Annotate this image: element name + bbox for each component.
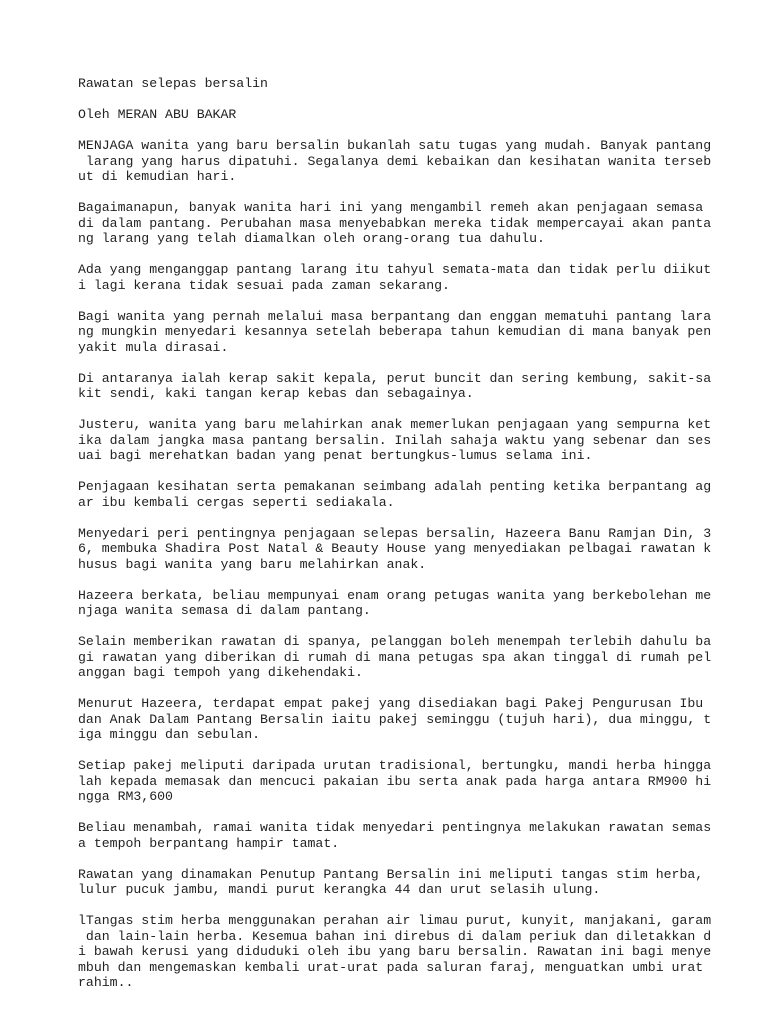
text-line: di dalam pantang. Perubahan masa menyebabkan mereka tidak mempercayai akan panta [78,215,712,231]
text-line: ngga RM3,600 [78,789,173,804]
paragraph [78,913,718,991]
text-line: ika dalam jangka masa pantang bersalin. Inilah sahaja waktu yang sebenar dan ses [78,432,712,448]
text-line: Menyedari peri pentingnya penjagaan selepas bersalin, Hazeera Banu Ramjan Din, 3 [78,525,712,541]
text-line: Rawatan yang dinamakan Penutup Pantang Bersalin ini meliputi tangas stim herba, [78,866,704,882]
text-line: ut di kemudian hari. [78,169,237,184]
text-line: ng larang yang telah diamalkan oleh orang-orang tua dahulu. [78,231,545,246]
text-line: ng mungkin menyedari kesannya setelah beberapa tahun kemudian di mana banyak pen [78,324,712,339]
paragraph [78,526,718,573]
text-line: Beliau menambah, ramai wanita tidak menyedari pentingnya melakukan rawatan semas [78,820,712,835]
paragraph [78,371,718,402]
text-line: anggan bagi tempoh yang dikehendaki. [78,665,363,680]
text-line: dan lain-lain herba. Kesemua bahan ini direbus di dalam periuk dan diletakkan d [78,928,712,944]
text-line: lulur pucuk jambu, mandi purut kerangka 44 dan urut selasih ulung. [78,882,601,897]
text-line: dan Anak Dalam Pantang Bersalin iaitu pakej seminggu (tujuh hari), dua minggu, t [78,711,712,727]
text-line: i lagi kerana tidak sesuai pada zaman sekarang. [78,277,450,293]
document-title [78,76,718,92]
paragraph [78,309,718,356]
text-line: MENJAGA wanita yang baru bersalin bukanlah satu tugas yang mudah. Banyak pantang [78,138,712,153]
text-line: mbuh dan mengemaskan kembali urat-urat pada saluran faraj, menguatkan umbi urat [78,959,704,975]
text-line: Hazeera berkata, beliau mempunyai enam orang petugas wanita yang berkebolehan me [78,587,712,603]
document-page [78,76,718,1006]
text-line: kit sendi, kaki tangan kerap kebas dan sebagainya. [78,386,474,401]
article-body [78,138,718,991]
text-line: njaga wanita semasa di dalam pantang. [78,603,371,618]
paragraph [78,634,718,681]
byline [78,107,718,123]
text-line: iga minggu dan sebulan. [78,727,261,742]
text-line: lah kepada memasak dan mencuci pakaian ibu serta anak pada harga antara RM900 hi [78,773,712,789]
text-line: Bagi wanita yang pernah melalui masa berpantang dan enggan mematuhi pantang lara [78,308,712,324]
paragraph [78,417,718,464]
byline-text: Oleh MERAN ABU BAKAR [78,107,237,122]
text-line: Penjagaan kesihatan serta pemakanan seimbang adalah penting ketika berpantang ag [78,479,712,494]
text-line: larang yang harus dipatuhi. Segalanya demi kebaikan dan kesihatan wanita terseb [78,153,712,169]
paragraph [78,588,718,619]
text-line: Menurut Hazeera, terdapat empat pakej yang disediakan bagi Pakej Pengurusan Ibu [78,696,704,711]
text-line: lTangas stim herba menggunakan perahan air limau purut, kunyit, manjakani, garam [78,913,712,928]
paragraph [78,138,718,185]
text-line: Di antaranya ialah kerap sakit kepala, perut buncit dan sering kembung, sakit-sa [78,370,712,386]
paragraph [78,479,718,510]
text-line: yakit mula dirasai. [78,339,229,355]
paragraph [78,867,718,898]
text-line: uai bagi merehatkan badan yang penat bertungkus-lumus selama ini. [78,448,593,463]
text-line: Selain memberikan rawatan di spanya, pelanggan boleh menempah terlebih dahulu ba [78,634,712,649]
paragraph [78,200,718,247]
text-line: Justeru, wanita yang baru melahirkan anak memerlukan penjagaan yang sempurna ket [78,417,712,432]
text-line: Ada yang menganggap pantang larang itu tahyul semata-mata dan tidak perlu diikut [78,262,712,277]
paragraph [78,696,718,743]
text-line: gi rawatan yang diberikan di rumah di mana petugas spa akan tinggal di rumah pel [78,649,712,665]
text-line: a tempoh berpantang hampir tamat. [78,835,340,851]
text-line: ar ibu kembali cergas seperti sediakala. [78,494,395,510]
text-line: husus bagi wanita yang baru melahirkan anak. [78,556,427,572]
text-line: Setiap pakej meliputi daripada urutan tradisional, bertungku, mandi herba hingga [78,758,712,773]
paragraph [78,262,718,293]
paragraph [78,820,718,851]
paragraph [78,758,718,805]
text-line: Bagaimanapun, banyak wanita hari ini yang mengambil remeh akan penjagaan semasa [78,200,704,215]
text-line: 6, membuka Shadira Post Natal & Beauty House yang menyediakan pelbagai rawatan k [78,541,712,556]
text-line: i bawah kerusi yang diduduki oleh ibu yang baru bersalin. Rawatan ini bagi menye [78,944,712,959]
title-text: Rawatan selepas bersalin [78,76,268,91]
text-line: rahim.. [78,975,134,990]
